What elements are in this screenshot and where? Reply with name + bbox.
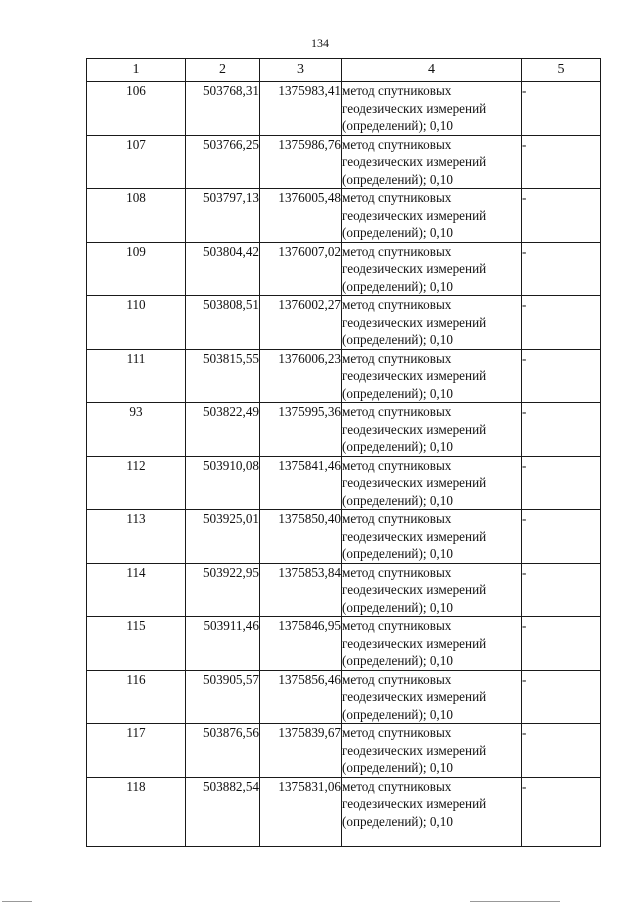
column-header-4: 4 — [342, 59, 522, 82]
point-number: 115 — [87, 617, 186, 671]
method-line: геодезических измерений — [342, 582, 487, 597]
description-cell: - — [522, 456, 601, 510]
method-line: геодезических измерений — [342, 635, 487, 651]
method-line: метод спутниковых — [342, 457, 452, 473]
coordinate-x: 503768,31 — [186, 82, 260, 136]
point-number: 117 — [87, 724, 186, 778]
method-cell — [342, 403, 522, 457]
table-body — [87, 82, 601, 847]
method-line: (определений); 0,10 — [342, 760, 453, 775]
method-line: геодезических измерений — [342, 475, 487, 490]
coordinate-y: 1375841,46 — [260, 456, 342, 510]
method-line: геодезических измерений — [342, 100, 487, 116]
table-row — [87, 724, 601, 778]
point-number: 106 — [87, 82, 186, 136]
method-cell — [342, 724, 522, 778]
coordinate-x: 503815,55 — [186, 349, 260, 403]
method-line: метод спутниковых — [342, 564, 452, 580]
coordinate-y: 1375856,46 — [260, 670, 342, 724]
description-cell: - — [522, 82, 601, 136]
coordinate-x: 503808,51 — [186, 296, 260, 350]
method-line: (определений); 0,10 — [342, 171, 453, 187]
method-line: метод спутниковых — [342, 778, 452, 794]
table-row — [87, 510, 601, 564]
method-line: метод спутниковых — [342, 671, 452, 687]
table-row — [87, 403, 601, 457]
point-number: 114 — [87, 563, 186, 617]
description-cell: - — [522, 403, 601, 457]
point-number: 110 — [87, 296, 186, 350]
description-cell: - — [522, 189, 601, 243]
point-number: 111 — [87, 349, 186, 403]
point-number: 108 — [87, 189, 186, 243]
coordinate-x: 503822,49 — [186, 403, 260, 457]
table-row — [87, 135, 601, 189]
coordinate-y: 1375850,40 — [260, 510, 342, 564]
description-cell: - — [522, 617, 601, 671]
coordinate-x: 503922,95 — [186, 563, 260, 617]
scan-mark-right — [470, 901, 560, 902]
coordinate-x: 503911,46 — [186, 617, 260, 671]
column-header-2: 2 — [186, 59, 260, 82]
method-cell — [342, 777, 522, 846]
description-cell: - — [522, 670, 601, 724]
method-line: (определений); 0,10 — [342, 546, 453, 561]
method-line: метод спутниковых — [342, 297, 452, 312]
table-row — [87, 456, 601, 510]
method-line: метод спутниковых — [342, 511, 452, 526]
method-line: метод спутниковых — [342, 190, 452, 205]
method-line: геодезических измерений — [342, 154, 487, 169]
table-row — [87, 242, 601, 296]
description-cell: - — [522, 296, 601, 350]
table-row — [87, 82, 601, 136]
coordinate-y: 1375986,76 — [260, 135, 342, 189]
method-line: геодезических измерений — [342, 528, 487, 544]
description-cell: - — [522, 510, 601, 564]
method-cell — [342, 617, 522, 671]
method-line: геодезических измерений — [342, 742, 487, 758]
method-line: (определений); 0,10 — [342, 332, 453, 347]
coordinate-x: 503882,54 — [186, 777, 260, 846]
method-line: (определений); 0,10 — [342, 653, 453, 668]
method-cell — [342, 349, 522, 403]
point-number: 112 — [87, 456, 186, 510]
method-cell — [342, 189, 522, 243]
method-line: (определений); 0,10 — [342, 385, 453, 401]
table-row — [87, 189, 601, 243]
coordinate-x: 503876,56 — [186, 724, 260, 778]
method-cell — [342, 670, 522, 724]
coordinate-x: 503804,42 — [186, 242, 260, 296]
table-header — [87, 59, 601, 82]
coordinate-y: 1375983,41 — [260, 82, 342, 136]
coordinate-y: 1375995,36 — [260, 403, 342, 457]
table-row — [87, 617, 601, 671]
coordinate-x: 503797,13 — [186, 189, 260, 243]
method-cell — [342, 563, 522, 617]
method-line: метод спутниковых — [342, 725, 452, 740]
method-cell — [342, 242, 522, 296]
table-row — [87, 296, 601, 350]
method-line: метод спутниковых — [342, 618, 452, 633]
method-cell — [342, 456, 522, 510]
point-number: 118 — [87, 777, 186, 846]
method-line: геодезических измерений — [342, 421, 487, 437]
scan-mark-left — [2, 901, 32, 902]
description-cell: - — [522, 777, 601, 846]
point-number: 93 — [87, 403, 186, 457]
method-line: геодезических измерений — [342, 368, 487, 383]
method-line: геодезических измерений — [342, 314, 487, 330]
coordinate-y: 1376006,23 — [260, 349, 342, 403]
coordinate-y: 1376002,27 — [260, 296, 342, 350]
method-line: метод спутниковых — [342, 404, 452, 419]
description-cell: - — [522, 563, 601, 617]
method-line: (определений); 0,10 — [342, 706, 453, 722]
method-line: геодезических измерений — [342, 689, 487, 704]
method-line: метод спутниковых — [342, 136, 452, 152]
coordinates-table — [86, 58, 601, 847]
method-line: (определений); 0,10 — [342, 599, 453, 615]
page-number: 134 — [311, 36, 329, 50]
table-row — [87, 777, 601, 846]
method-cell — [342, 82, 522, 136]
method-line: метод спутниковых — [342, 350, 452, 366]
point-number: 107 — [87, 135, 186, 189]
coordinate-y: 1375853,84 — [260, 563, 342, 617]
table-row — [87, 670, 601, 724]
coordinate-y: 1375831,06 — [260, 777, 342, 846]
table-row — [87, 563, 601, 617]
coordinate-x: 503910,08 — [186, 456, 260, 510]
method-line: геодезических измерений — [342, 207, 487, 223]
method-cell — [342, 296, 522, 350]
header-row — [87, 59, 601, 82]
table-row — [87, 349, 601, 403]
method-line: (определений); 0,10 — [342, 813, 453, 829]
description-cell: - — [522, 724, 601, 778]
method-line: (определений); 0,10 — [342, 492, 453, 508]
description-cell: - — [522, 349, 601, 403]
coordinate-x: 503925,01 — [186, 510, 260, 564]
column-header-1: 1 — [87, 59, 186, 82]
description-cell: - — [522, 135, 601, 189]
method-line: геодезических измерений — [342, 796, 487, 811]
coordinate-x: 503905,57 — [186, 670, 260, 724]
method-line: метод спутниковых — [342, 243, 452, 259]
coordinate-y: 1375839,67 — [260, 724, 342, 778]
coordinate-y: 1375846,95 — [260, 617, 342, 671]
point-number: 113 — [87, 510, 186, 564]
method-line: (определений); 0,10 — [342, 278, 453, 294]
method-cell — [342, 510, 522, 564]
method-cell — [342, 135, 522, 189]
method-line: геодезических измерений — [342, 261, 487, 276]
description-cell: - — [522, 242, 601, 296]
method-line: (определений); 0,10 — [342, 118, 453, 133]
point-number: 116 — [87, 670, 186, 724]
coordinate-y: 1376005,48 — [260, 189, 342, 243]
method-line: метод спутниковых — [342, 83, 452, 98]
column-header-5: 5 — [522, 59, 601, 82]
column-header-3: 3 — [260, 59, 342, 82]
coordinate-x: 503766,25 — [186, 135, 260, 189]
coordinate-y: 1376007,02 — [260, 242, 342, 296]
method-line: (определений); 0,10 — [342, 439, 453, 454]
method-line: (определений); 0,10 — [342, 225, 453, 240]
point-number: 109 — [87, 242, 186, 296]
